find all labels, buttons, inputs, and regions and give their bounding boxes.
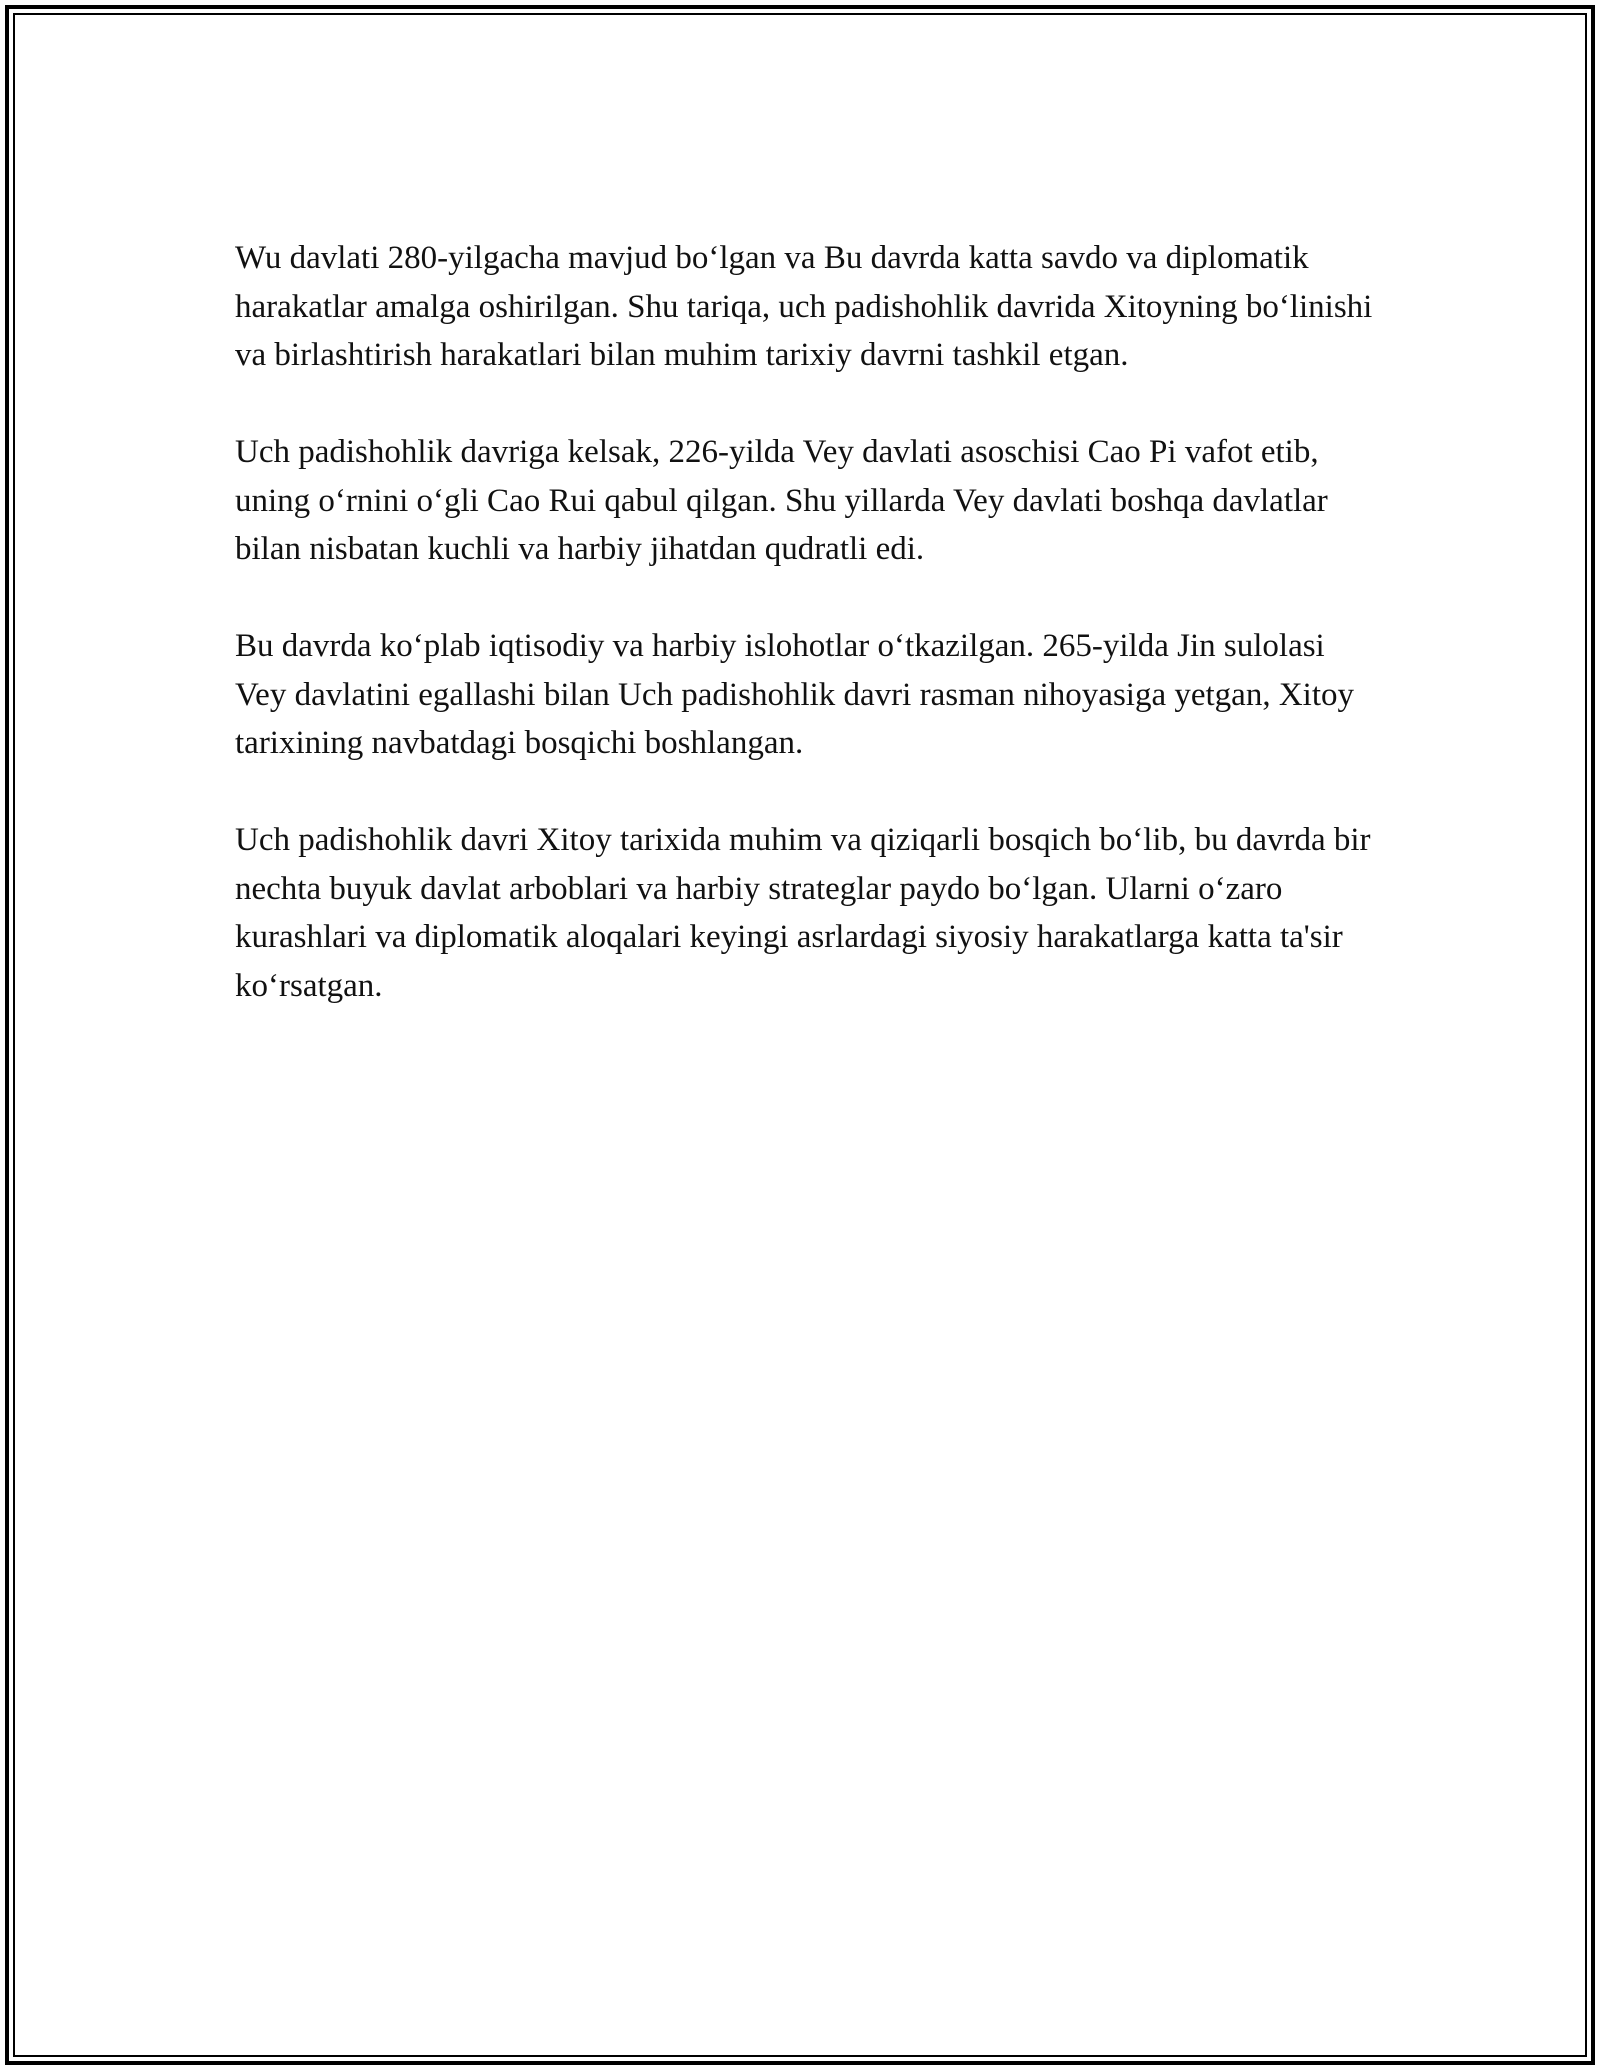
paragraph: Uch padishohlik davriga kelsak, 226-yilda Vey davlati asoschisi Cao Pi vafot etib, uning o‘rnini o‘gli Cao Rui qabul qilgan. Shu yillarda Vey davlati boshqa davlatlar bilan nisbatan kuchli va harbiy jihatdan qudratli edi. <box>235 434 1328 567</box>
paragraph: Wu davlati 280-yilgacha mavjud bo‘lgan va Bu davrda katta savdo va diplomatik harakatlar amalga oshirilgan. Shu tariqa, uch padishohlik davrida Xitoyning bo‘linishi va birlashtirish harakatlari bilan muhim tarixiy davrni tashkil etgan. <box>235 240 1373 373</box>
paragraph: Bu davrda ko‘plab iqtisodiy va harbiy islohotlar o‘tkazilgan. 265-yilda Jin sulolasi Vey davlatini egallashi bilan Uch padishohlik davri rasman nihoyasiga yetgan, Xitoy tarixining navbatdagi bosqichi boshlangan. <box>235 628 1354 761</box>
document-body <box>235 234 1375 1059</box>
paragraph: Uch padishohlik davri Xitoy tarixida muhim va qiziqarli bosqich bo‘lib, bu davrda bir nechta buyuk davlat arboblari va harbiy strateglar paydo bo‘lgan. Ularni o‘zaro kurashlari va diplomatik aloqalari keyingi asrlardagi siyosiy harakatlarga katta ta'sir ko‘rsatgan. <box>235 822 1371 1004</box>
